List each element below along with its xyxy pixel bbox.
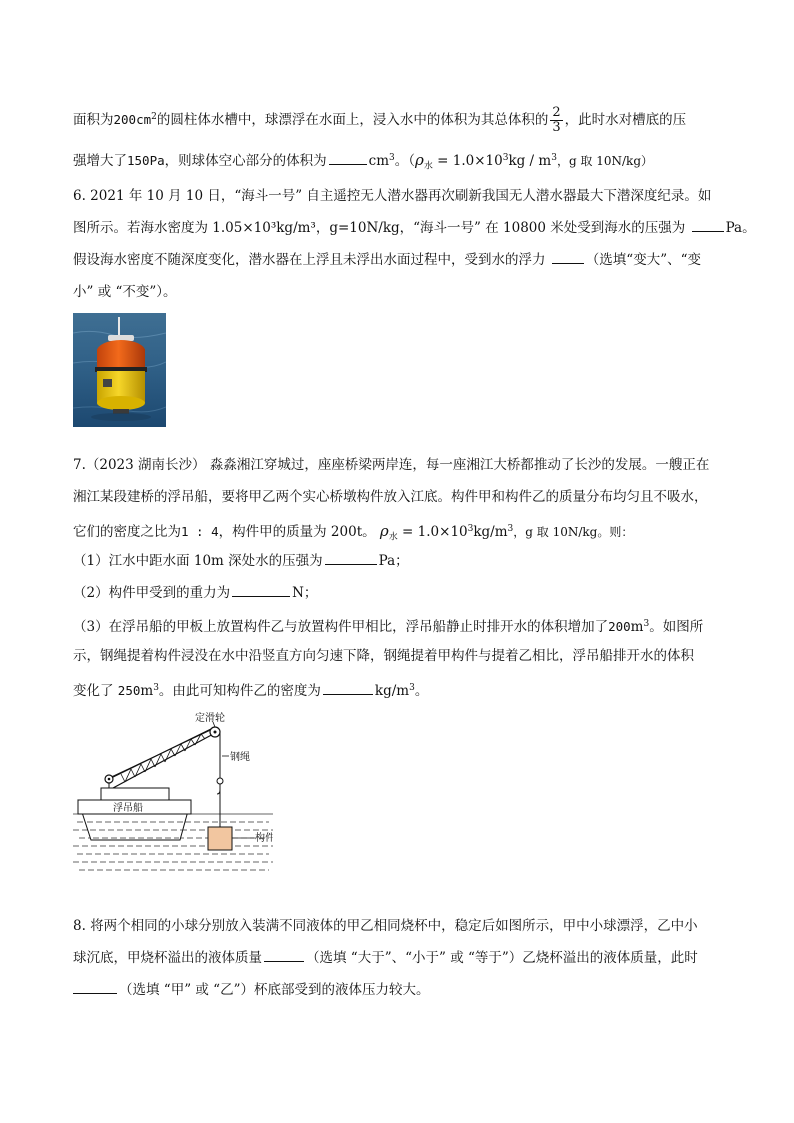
p5-line-2 — [73, 148, 653, 177]
answer-blank[interactable] — [264, 948, 304, 962]
text: ，构件甲的质量为 200t。 — [218, 524, 376, 540]
submersible-photo — [73, 313, 166, 427]
answer-blank[interactable] — [329, 151, 367, 165]
text: = 1.0×10 — [397, 524, 468, 540]
text: ，此时水对槽底的压 — [564, 112, 687, 128]
text: 。（ — [394, 153, 415, 169]
superscript: 3 — [502, 153, 509, 163]
p6-line-1: 6. 2021 年 10 月 10 日，“海斗一号” 自主遥控无人潜水器再次刷新我国无人潜水器最大下潜深度纪录。如 — [73, 188, 712, 204]
text: ，g 取 10N/kg） — [556, 154, 654, 168]
p7-line-3 — [73, 519, 633, 548]
unit: m — [140, 683, 154, 699]
p6-line-4: 小” 或 “不变”）。 — [73, 284, 177, 300]
fraction-denominator: 3 — [552, 120, 561, 135]
boat-label: 浮吊船 — [113, 803, 143, 814]
p7-q3-line-1 — [73, 614, 703, 637]
p7-line-2: 湘江某段建桥的浮吊船，要将甲乙两个实心桥墩构件放入江底。构件甲和构件乙的质量分布均匀且不吸水， — [73, 489, 708, 505]
p6-line-3 — [73, 250, 701, 270]
p5-line-1 — [73, 106, 686, 135]
unit: Pa； — [378, 553, 409, 569]
superscript: 3 — [409, 683, 415, 693]
text: 。由此可知构件乙的密度为 — [158, 683, 321, 699]
p7-q1 — [73, 551, 409, 571]
answer-blank[interactable] — [692, 218, 724, 232]
superscript: 3 — [467, 524, 474, 534]
p7-line-1: 7.（2023 湖南长沙） 淼淼湘江穿城过，座座桥梁两岸连，每一座湘江大桥都推动了长沙的发展。一艘正在 — [73, 457, 710, 473]
p8-line-1: 8. 将两个相同的小球分别放入装满不同液体的甲乙相同烧杯中，稳定后如图所示，甲中小球漂浮，乙中小 — [73, 918, 698, 934]
text: （1）江水中距水面 10m 深处水的压强为 — [73, 553, 323, 569]
text: （2）构件甲受到的重力为 — [73, 585, 231, 601]
text: （选填 “甲” 或 “乙”）杯底部受到的液体压力较大。 — [119, 982, 430, 998]
superscript: 3 — [153, 683, 159, 693]
text: 假设海水密度不随深度变化，潜水器在上浮且未浮出水面过程中，受到水的浮力 — [73, 252, 546, 268]
answer-blank[interactable] — [325, 551, 377, 565]
unit: m — [630, 619, 644, 635]
unit: N； — [292, 585, 318, 601]
text: = 1.0×10 — [432, 153, 503, 169]
text: 面积为 — [73, 112, 114, 128]
rope-label: 钢绳 — [230, 752, 250, 763]
text: 。如图所 — [649, 619, 704, 635]
pulley-label: 定滑轮 — [195, 713, 225, 724]
subscript: 水 — [388, 532, 398, 543]
p7-q3-line-2: 示，钢绳提着构件浸没在水中沿竖直方向匀速下降，钢绳提着甲构件与提着乙相比，浮吊船排开水的体积 — [73, 648, 694, 664]
text: （3）在浮吊船的甲板上放置构件乙与放置构件甲相比，浮吊船静止时排开水的体积增加了 — [73, 619, 609, 635]
unit: kg/m — [473, 524, 508, 540]
superscript: 3 — [551, 153, 557, 163]
superscript: 3 — [389, 153, 395, 163]
superscript: 3 — [507, 524, 514, 534]
text: 图所示。若海水密度为 1.05×10³kg/m³，g=10N/kg，“海斗一号” 在 10800 米处受到海水的压强为 — [73, 220, 686, 236]
unit: kg / m — [508, 153, 552, 169]
text: ，g 取 10N/kg。则： — [513, 525, 634, 539]
p8-line-2 — [73, 948, 698, 968]
pressure-value: 150Pa — [127, 153, 165, 168]
text: 。 — [414, 683, 429, 699]
superscript: 3 — [643, 619, 650, 629]
unit: Pa。 — [725, 220, 756, 236]
unit: kg/m — [374, 683, 410, 699]
unit: cm — [368, 153, 390, 169]
area-value: 200cm — [113, 112, 152, 127]
text: 的圆柱体水槽中，球漂浮在水面上，浸入水中的体积为其总体积的 — [156, 112, 549, 128]
crane-diagram — [73, 708, 273, 873]
text: 强增大了 — [73, 153, 127, 169]
text: ，则球体空心部分的体积为 — [164, 153, 327, 169]
answer-blank[interactable] — [232, 583, 290, 597]
text: 它们的密度之比为 — [73, 524, 181, 540]
subscript: 水 — [423, 161, 433, 172]
fraction-numerator: 2 — [552, 105, 561, 120]
answer-blank[interactable] — [552, 250, 584, 264]
answer-blank[interactable] — [323, 681, 373, 695]
answer-blank[interactable] — [73, 980, 117, 994]
p7-q2 — [73, 583, 317, 603]
text: 变化了 — [73, 683, 114, 699]
ratio-value: 1 : 4 — [181, 524, 219, 539]
p7-q3-line-3 — [73, 678, 428, 701]
p8-line-3 — [73, 980, 429, 1000]
volume-value: 250 — [117, 683, 141, 698]
text: （选填“变大”、“变 — [585, 252, 702, 268]
volume-value: 200 — [608, 619, 631, 634]
superscript: 2 — [151, 112, 157, 122]
fraction — [550, 106, 562, 135]
rho-symbol: ρ — [415, 151, 424, 169]
rho-symbol: ρ — [379, 522, 389, 540]
part-label: 构件 — [255, 833, 273, 844]
text: 球沉底，甲烧杯溢出的液体质量 — [73, 950, 262, 966]
p6-line-2 — [73, 218, 756, 238]
text: （选填 “大于”、“小于” 或 “等于”）乙烧杯溢出的液体质量，此时 — [306, 950, 698, 966]
